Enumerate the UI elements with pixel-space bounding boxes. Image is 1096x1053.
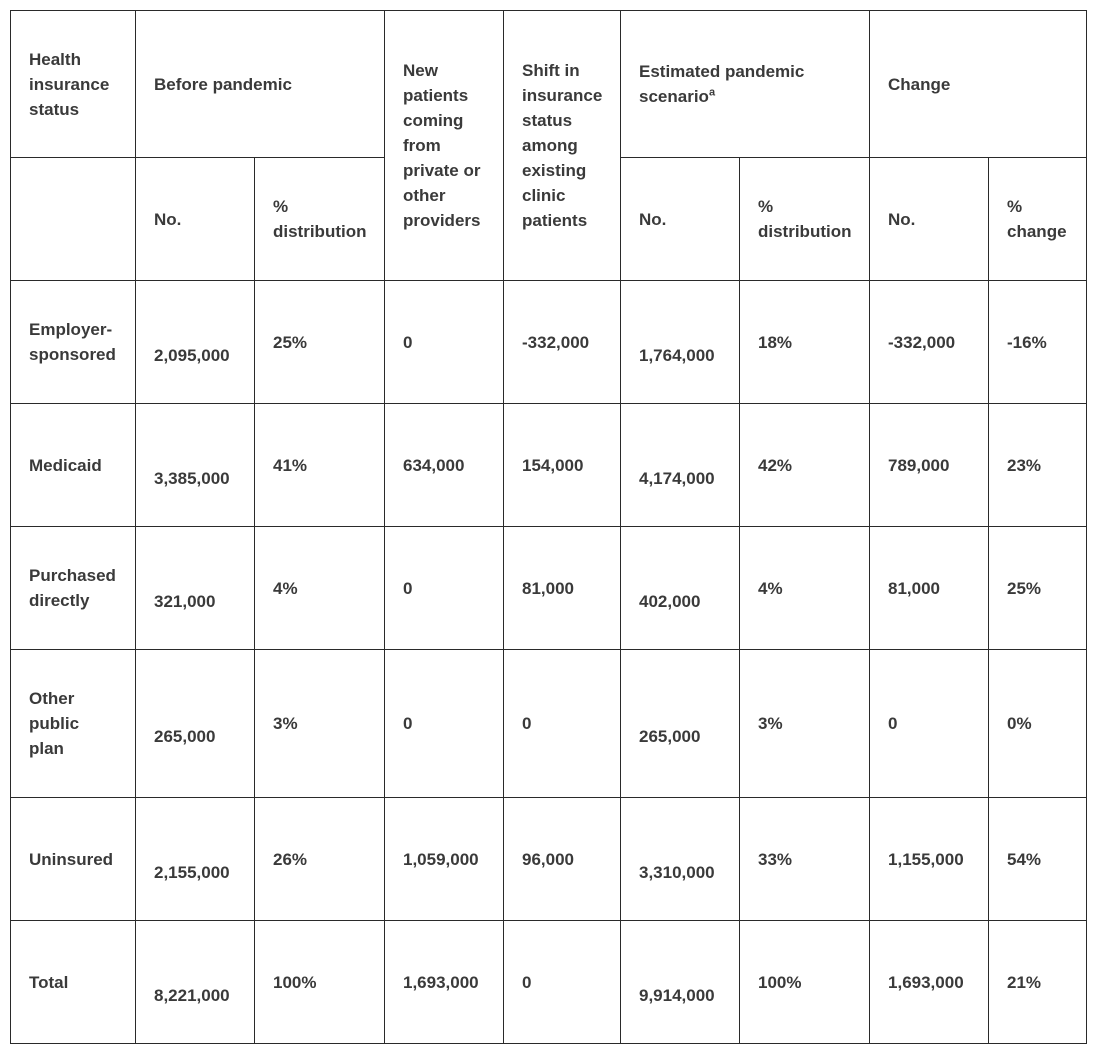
status-label: Medicaid xyxy=(29,455,102,475)
est-pct-value: 18% xyxy=(758,332,793,352)
cell-new-patients xyxy=(385,921,504,1044)
header-before-pandemic xyxy=(136,11,385,158)
insurance-status-table xyxy=(10,10,1087,1044)
cell-new-patients xyxy=(385,798,504,921)
cell-est-pct xyxy=(740,650,870,798)
est-no-value: 1,764,000 xyxy=(639,345,715,365)
new-patients-value: 0 xyxy=(403,714,413,733)
change-pct-value: 25% xyxy=(1007,578,1042,598)
subheader-change-no xyxy=(870,158,989,281)
est-pct-value: 3% xyxy=(758,714,783,733)
before-no-value: 3,385,000 xyxy=(154,468,230,488)
cell-before-no xyxy=(136,527,255,650)
cell-est-no xyxy=(621,921,740,1044)
cell-before-no xyxy=(136,921,255,1044)
before-pct-value: 41% xyxy=(273,455,308,475)
est-pct-value: 4% xyxy=(758,578,783,598)
cell-change-no xyxy=(870,527,989,650)
cell-shift xyxy=(504,527,621,650)
status-label: Other public plan xyxy=(29,689,80,758)
cell-est-no xyxy=(621,650,740,798)
change-pct-value: 0% xyxy=(1007,714,1032,733)
status-label: Uninsured xyxy=(29,849,114,869)
before-no-value: 8,221,000 xyxy=(154,985,230,1005)
new-patients-value: 0 xyxy=(403,332,413,352)
before-no-value: 2,155,000 xyxy=(154,862,230,882)
table-row xyxy=(11,798,1087,921)
subheader-estimated-distribution xyxy=(740,158,870,281)
cell-est-pct xyxy=(740,798,870,921)
table-row xyxy=(11,281,1087,404)
cell-est-no xyxy=(621,281,740,404)
est-no-value: 3,310,000 xyxy=(639,862,715,882)
header-change xyxy=(870,11,1087,158)
cell-status xyxy=(11,404,136,527)
cell-shift xyxy=(504,281,621,404)
footnote-marker: a xyxy=(708,86,716,99)
table-row xyxy=(11,404,1087,527)
header-new-patients xyxy=(385,11,504,281)
est-no-value: 265,000 xyxy=(639,727,701,746)
cell-change-no xyxy=(870,650,989,798)
subheader-before-distribution-label: % distribution xyxy=(273,197,367,241)
table-row xyxy=(11,921,1087,1044)
subheader-change-no-label: No. xyxy=(888,209,916,229)
est-pct-value: 42% xyxy=(758,455,793,475)
est-no-value: 9,914,000 xyxy=(639,985,715,1005)
cell-change-no xyxy=(870,921,989,1044)
change-pct-value: -16% xyxy=(1007,332,1047,352)
header-shift xyxy=(504,11,621,281)
cell-est-pct xyxy=(740,527,870,650)
status-label: Employer-sponsored xyxy=(29,320,116,364)
subheader-estimated-no xyxy=(621,158,740,281)
est-pct-value: 100% xyxy=(758,972,802,992)
status-label: Total xyxy=(29,972,69,992)
before-no-value: 321,000 xyxy=(154,591,216,611)
cell-before-no xyxy=(136,281,255,404)
cell-before-pct xyxy=(255,527,385,650)
before-pct-value: 3% xyxy=(273,714,298,733)
est-no-value: 402,000 xyxy=(639,591,701,611)
subheader-change-pct-label: % change xyxy=(1007,197,1067,241)
cell-shift xyxy=(504,404,621,527)
cell-status xyxy=(11,281,136,404)
new-patients-value: 634,000 xyxy=(403,455,465,475)
cell-status xyxy=(11,650,136,798)
header-new-patients-label: New patients coming from private or other providers xyxy=(403,61,481,230)
change-no-value: 0 xyxy=(888,714,898,733)
header-health-insurance-status xyxy=(11,11,136,158)
cell-est-no xyxy=(621,798,740,921)
cell-status xyxy=(11,527,136,650)
cell-before-pct xyxy=(255,921,385,1044)
cell-shift xyxy=(504,798,621,921)
header-health-insurance-status-label: Health insurance status xyxy=(29,49,110,119)
change-no-value: -332,000 xyxy=(888,332,956,352)
change-no-value: 789,000 xyxy=(888,455,950,475)
change-pct-value: 21% xyxy=(1007,972,1042,992)
header-before-pandemic-label: Before pandemic xyxy=(154,74,292,94)
subheader-before-distribution xyxy=(255,158,385,281)
cell-change-pct xyxy=(989,404,1087,527)
cell-before-pct xyxy=(255,404,385,527)
cell-est-pct xyxy=(740,404,870,527)
change-no-value: 1,155,000 xyxy=(888,849,964,869)
cell-shift xyxy=(504,650,621,798)
new-patients-value: 1,693,000 xyxy=(403,972,479,992)
shift-value: 81,000 xyxy=(522,578,574,598)
cell-change-pct xyxy=(989,798,1087,921)
header-estimated-pandemic xyxy=(621,11,870,158)
header-row-top xyxy=(11,11,1087,158)
cell-est-pct xyxy=(740,921,870,1044)
cell-change-no xyxy=(870,281,989,404)
change-pct-value: 54% xyxy=(1007,849,1042,869)
subheader-before-no-label: No. xyxy=(154,209,182,229)
before-pct-value: 100% xyxy=(273,972,317,992)
header-shift-label: Shift in insurance status among existing clinic patients xyxy=(522,61,603,230)
cell-new-patients xyxy=(385,404,504,527)
table-row xyxy=(11,650,1087,798)
cell-status xyxy=(11,921,136,1044)
cell-shift xyxy=(504,921,621,1044)
shift-value: 154,000 xyxy=(522,455,584,475)
est-no-value: 4,174,000 xyxy=(639,468,715,488)
cell-change-no xyxy=(870,404,989,527)
subheader-before-no xyxy=(136,158,255,281)
cell-before-pct xyxy=(255,798,385,921)
new-patients-value: 1,059,000 xyxy=(403,849,479,869)
status-label: Purchased directly xyxy=(29,566,116,610)
before-pct-value: 25% xyxy=(273,332,308,352)
subheader-estimated-no-label: No. xyxy=(639,209,667,229)
shift-value: 96,000 xyxy=(522,849,574,869)
cell-before-no xyxy=(136,404,255,527)
header-change-label: Change xyxy=(888,74,951,94)
cell-new-patients xyxy=(385,527,504,650)
header-empty-cell xyxy=(11,158,136,281)
header-estimated-pandemic-label: Estimated pandemic scenario xyxy=(639,62,805,106)
cell-before-pct xyxy=(255,650,385,798)
before-pct-value: 26% xyxy=(273,849,308,869)
shift-value: 0 xyxy=(522,714,532,733)
subheader-change-pct xyxy=(989,158,1087,281)
subheader-estimated-distribution-label: % distribution xyxy=(758,197,852,241)
new-patients-value: 0 xyxy=(403,578,413,598)
cell-change-pct xyxy=(989,650,1087,798)
cell-change-pct xyxy=(989,921,1087,1044)
cell-before-no xyxy=(136,798,255,921)
change-no-value: 1,693,000 xyxy=(888,972,964,992)
est-pct-value: 33% xyxy=(758,849,793,869)
before-no-value: 2,095,000 xyxy=(154,345,230,365)
cell-change-pct xyxy=(989,527,1087,650)
shift-value: 0 xyxy=(522,972,532,992)
cell-before-no xyxy=(136,650,255,798)
change-pct-value: 23% xyxy=(1007,455,1042,475)
cell-est-no xyxy=(621,404,740,527)
cell-before-pct xyxy=(255,281,385,404)
cell-est-no xyxy=(621,527,740,650)
table-row xyxy=(11,527,1087,650)
before-no-value: 265,000 xyxy=(154,727,216,746)
cell-change-no xyxy=(870,798,989,921)
cell-new-patients xyxy=(385,650,504,798)
before-pct-value: 4% xyxy=(273,578,298,598)
cell-est-pct xyxy=(740,281,870,404)
cell-change-pct xyxy=(989,281,1087,404)
cell-status xyxy=(11,798,136,921)
cell-new-patients xyxy=(385,281,504,404)
shift-value: -332,000 xyxy=(522,332,590,352)
change-no-value: 81,000 xyxy=(888,578,941,598)
